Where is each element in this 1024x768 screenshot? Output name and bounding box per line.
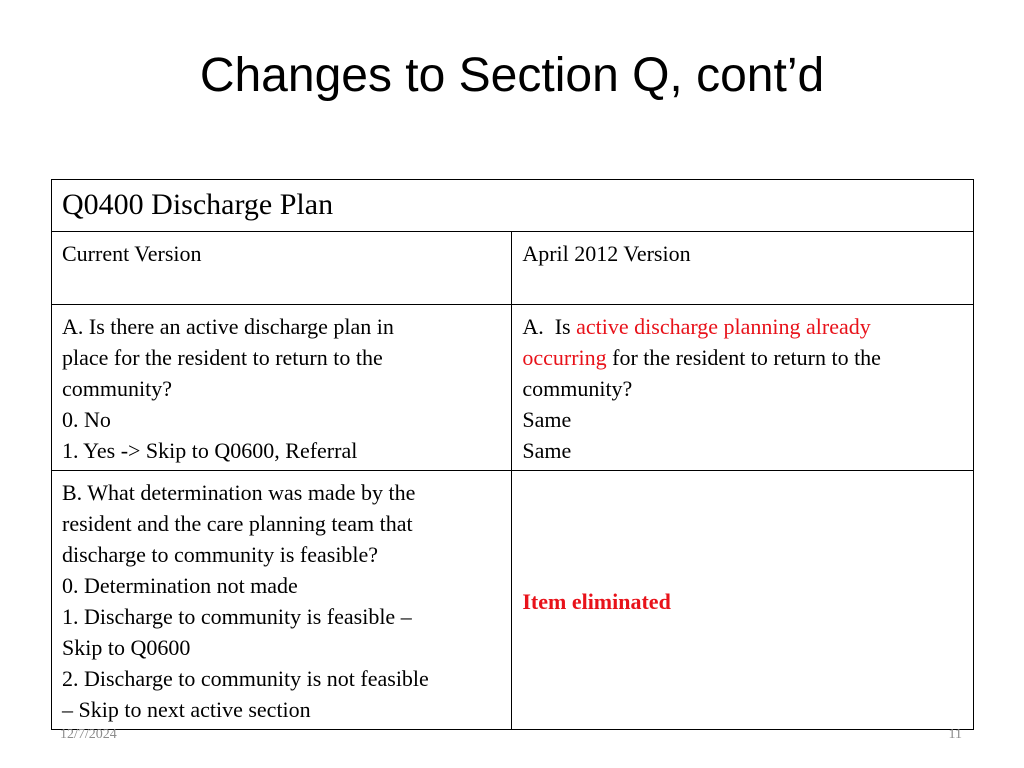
row-a-april-line-5: Same	[522, 438, 572, 463]
row-b-current-line: resident and the care planning team that	[62, 511, 413, 536]
footer-page-number: 11	[948, 727, 962, 742]
row-a-april-line-1	[522, 311, 963, 342]
table-row	[52, 305, 974, 471]
row-a-current-line: 1. Yes -> Skip to Q0600, Referral	[62, 438, 358, 463]
row-a-april-line-3: community?	[522, 376, 633, 401]
table-header-row	[52, 180, 974, 232]
row-a-april-changed-text-1: active discharge planning already	[576, 314, 871, 339]
row-a-april-line-2	[522, 342, 963, 373]
row-a-current-line: place for the resident to return to the	[62, 345, 383, 370]
version-header-row	[52, 232, 974, 305]
slide-title: Changes to Section Q, cont’d	[199, 49, 825, 102]
row-a-current-line: community?	[62, 376, 172, 401]
row-b-april-cell	[512, 471, 974, 730]
row-a-april-suffix: for the resident to return to the	[606, 345, 881, 370]
row-a-april-prefix: A. Is	[522, 314, 577, 339]
item-eliminated-label: Item eliminated	[522, 588, 671, 614]
row-b-current-line: 0. Determination not made	[62, 573, 298, 598]
row-a-current-line: A. Is there an active discharge plan in	[62, 314, 394, 339]
row-a-april-changed-text-2: occurring	[522, 345, 607, 370]
april-version-header: April 2012 Version	[512, 232, 974, 305]
row-a-april-line-4: Same	[522, 407, 572, 432]
current-version-header: Current Version	[52, 232, 512, 305]
row-a-current-line: 0. No	[62, 407, 111, 432]
row-a-current-cell	[52, 305, 512, 471]
row-b-current-line: B. What determination was made by the	[62, 480, 416, 505]
table-row	[52, 471, 974, 730]
row-b-current-line: 2. Discharge to community is not feasible	[62, 666, 429, 691]
row-b-current-line: Skip to Q0600	[62, 635, 191, 660]
row-b-current-cell	[52, 471, 512, 730]
table-header: Q0400 Discharge Plan	[52, 180, 974, 232]
row-b-current-line: discharge to community is feasible?	[62, 542, 379, 567]
row-a-april-cell	[512, 305, 974, 471]
footer-date: 12/7/2024	[60, 727, 117, 742]
row-b-current-line: 1. Discharge to community is feasible –	[62, 604, 412, 629]
row-b-current-line: – Skip to next active section	[62, 697, 311, 722]
comparison-table	[51, 179, 974, 730]
